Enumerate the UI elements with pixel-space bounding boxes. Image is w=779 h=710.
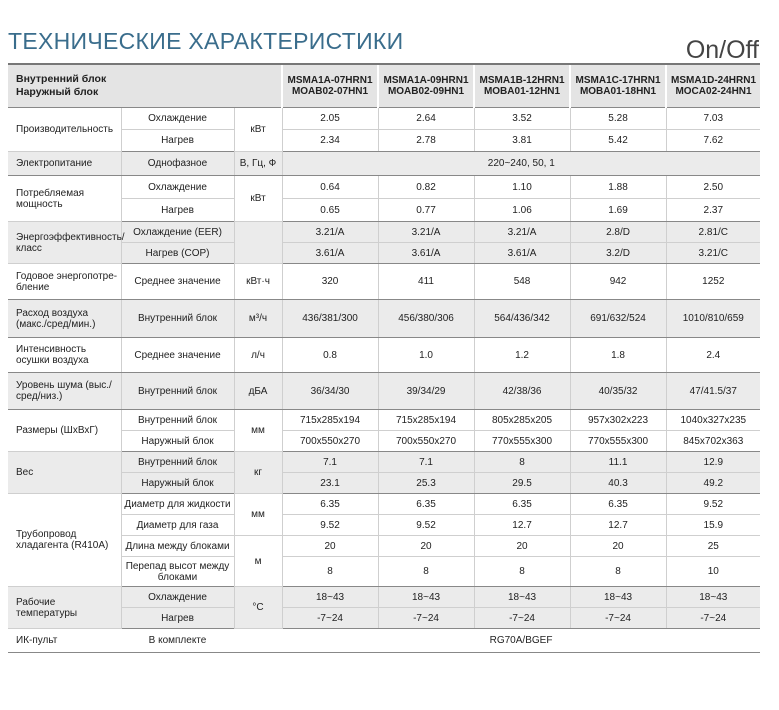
value-cell: 548 (474, 264, 570, 300)
value-cell: 5.28 (570, 108, 666, 130)
model-header (378, 64, 474, 108)
value-cell: 12.7 (474, 515, 570, 536)
value-cell: 456/380/306 (378, 300, 474, 338)
value-cell: 18~43 (474, 587, 570, 608)
value-cell: 40.3 (570, 473, 666, 494)
value-cell: 957x302x223 (570, 410, 666, 431)
param-label: Трубопровод хладагента (R410A) (8, 494, 121, 587)
table-row (8, 222, 760, 243)
value-cell: 5.42 (570, 130, 666, 152)
value-cell: 20 (282, 536, 378, 557)
mode-label: Диаметр для жидкости (121, 494, 234, 515)
unit-label: мм (234, 410, 282, 452)
unit-label: В, Гц, Ф (234, 152, 282, 176)
table-row (8, 338, 760, 373)
value-cell: 12.9 (666, 452, 760, 473)
value-cell: 18~43 (282, 587, 378, 608)
value-cell: 3.61/A (474, 243, 570, 264)
value-cell: 1.88 (570, 176, 666, 199)
mode-label: Нагрев (121, 199, 234, 222)
model-header (666, 64, 760, 108)
model-outdoor: MOCA02-24HN1 (675, 86, 752, 97)
value-cell: 6.35 (570, 494, 666, 515)
table-row (8, 608, 760, 629)
value-cell: 8 (570, 557, 666, 587)
value-cell: 40/35/32 (570, 373, 666, 410)
param-label: Электропитание (8, 152, 121, 176)
value-cell: 1.06 (474, 199, 570, 222)
value-cell: 6.35 (474, 494, 570, 515)
param-label: Рабочие температуры (8, 587, 121, 629)
value-cell: 7.62 (666, 130, 760, 152)
value-cell: 770x555x300 (474, 431, 570, 452)
value-cell: 2.78 (378, 130, 474, 152)
value-cell: 12.7 (570, 515, 666, 536)
unit-label: м (234, 536, 282, 587)
table-row (8, 243, 760, 264)
value-cell: 3.61/A (378, 243, 474, 264)
mode-label: Охлаждение (121, 587, 234, 608)
value-cell: 25.3 (378, 473, 474, 494)
page-title: ТЕХНИЧЕСКИЕ ХАРАКТЕРИСТИКИ (8, 28, 404, 54)
value-cell: 8 (282, 557, 378, 587)
model-header (570, 64, 666, 108)
value-cell: 1.10 (474, 176, 570, 199)
on-off-badge: On/Off (685, 36, 759, 64)
value-cell: 6.35 (378, 494, 474, 515)
unit-label: °С (234, 587, 282, 629)
mode-label: Перепад высот между блоками (121, 557, 234, 587)
mode-label: Среднее значение (121, 264, 234, 300)
value-cell: 3.61/A (282, 243, 378, 264)
value-cell: 3.81 (474, 130, 570, 152)
value-cell: 6.35 (282, 494, 378, 515)
unit-label: мм (234, 494, 282, 536)
unit-label: дБА (234, 373, 282, 410)
value-cell: 9.52 (282, 515, 378, 536)
value-cell: 3.21/C (666, 243, 760, 264)
param-label: Вес (8, 452, 121, 494)
value-cell: 2.8/D (570, 222, 666, 243)
table-row (8, 452, 760, 473)
value-cell: 2.81/C (666, 222, 760, 243)
value-cell: 1.8 (570, 338, 666, 373)
value-cell: -7~24 (378, 608, 474, 629)
value-cell: 411 (378, 264, 474, 300)
value-cell: 715x285x194 (378, 410, 474, 431)
unit-label: кВт (234, 176, 282, 222)
model-outdoor: MOBA01-12HN1 (483, 86, 561, 97)
table-row (8, 515, 760, 536)
unit-label (234, 629, 282, 653)
value-cell: 18~43 (666, 587, 760, 608)
value-cell: 2.34 (282, 130, 378, 152)
value-cell: 3.52 (474, 108, 570, 130)
value-cell: 7.1 (282, 452, 378, 473)
model-indoor: MSMA1B-12HRN1 (479, 75, 565, 86)
mode-label: Внутренний блок (121, 452, 234, 473)
value-cell: 2.64 (378, 108, 474, 130)
mode-label: Внутренний блок (121, 300, 234, 338)
value-cell: 9.52 (378, 515, 474, 536)
table-row (8, 557, 760, 587)
value-cell: 1.0 (378, 338, 474, 373)
unit-label: кг (234, 452, 282, 494)
table-header-row (8, 64, 760, 108)
table-row (8, 130, 760, 152)
table-row (8, 199, 760, 222)
value-cell: 39/34/29 (378, 373, 474, 410)
header-indoor-label: Внутренний блок (16, 73, 107, 85)
param-label: Потребляемая мощность (8, 176, 121, 222)
value-cell: 0.8 (282, 338, 378, 373)
header-unit-label (8, 64, 282, 108)
param-label: Интенсивность осушки воздуха (8, 338, 121, 373)
mode-label: Внутренний блок (121, 410, 234, 431)
value-cell: 20 (570, 536, 666, 557)
value-cell: 1.69 (570, 199, 666, 222)
value-cell: 1040x327x235 (666, 410, 760, 431)
value-cell: 8 (474, 557, 570, 587)
value-cell: 715x285x194 (282, 410, 378, 431)
model-header (282, 64, 378, 108)
table-row (8, 629, 760, 653)
param-label: Энергоэффективность/ класс (8, 222, 121, 264)
model-indoor: MSMA1C-17HRN1 (575, 75, 661, 86)
value-cell: 47/41.5/37 (666, 373, 760, 410)
value-cell: 3.21/A (378, 222, 474, 243)
mode-label: В комплекте (121, 629, 234, 653)
value-cell: 7.1 (378, 452, 474, 473)
value-cell: 2.50 (666, 176, 760, 199)
value-cell: 10 (666, 557, 760, 587)
value-cell: 8 (474, 452, 570, 473)
value-cell: 42/38/36 (474, 373, 570, 410)
value-cell: 8 (378, 557, 474, 587)
value-cell: 2.4 (666, 338, 760, 373)
value-cell: 29.5 (474, 473, 570, 494)
value-cell: RG70A/BGEF (282, 629, 760, 653)
value-cell: 220~240, 50, 1 (282, 152, 760, 176)
unit-label: л/ч (234, 338, 282, 373)
table-row (8, 494, 760, 515)
value-cell: 18~43 (570, 587, 666, 608)
value-cell: -7~24 (666, 608, 760, 629)
mode-label: Длина между блоками (121, 536, 234, 557)
param-label: Производительность (8, 108, 121, 152)
table-row (8, 152, 760, 176)
value-cell: 20 (474, 536, 570, 557)
value-cell: 11.1 (570, 452, 666, 473)
value-cell: 0.64 (282, 176, 378, 199)
model-outdoor: MOAB02-09HN1 (387, 86, 465, 97)
model-indoor: MSMA1D-24HRN1 (671, 75, 757, 86)
value-cell: 15.9 (666, 515, 760, 536)
value-cell: 23.1 (282, 473, 378, 494)
value-cell: 770x555x300 (570, 431, 666, 452)
param-label: ИК-пульт (8, 629, 121, 653)
value-cell: 3.21/A (474, 222, 570, 243)
mode-label: Охлаждение (121, 176, 234, 199)
mode-label: Нагрев (121, 608, 234, 629)
param-label: Уровень шума (выс./сред/низ.) (8, 373, 121, 410)
unit-label: кВт (234, 108, 282, 152)
param-label: Годовое энергопотре- бление (8, 264, 121, 300)
table-row (8, 536, 760, 557)
value-cell: 9.52 (666, 494, 760, 515)
value-cell: 700x550x270 (282, 431, 378, 452)
mode-label: Однофазное (121, 152, 234, 176)
value-cell: 0.65 (282, 199, 378, 222)
table-row (8, 431, 760, 452)
param-label: Расход воздуха (макс./сред/мин.) (8, 300, 121, 338)
mode-label: Наружный блок (121, 473, 234, 494)
table-row (8, 300, 760, 338)
table-row (8, 587, 760, 608)
value-cell: 3.21/A (282, 222, 378, 243)
value-cell: 564/436/342 (474, 300, 570, 338)
mode-label: Нагрев (121, 130, 234, 152)
mode-label: Наружный блок (121, 431, 234, 452)
value-cell: 700x550x270 (378, 431, 474, 452)
model-indoor: MSMA1A-09HRN1 (383, 75, 469, 86)
value-cell: 1.2 (474, 338, 570, 373)
specs-table (8, 63, 760, 653)
param-label: Размеры (ШхВхГ) (8, 410, 121, 452)
mode-label: Нагрев (COP) (121, 243, 234, 264)
value-cell: 7.03 (666, 108, 760, 130)
table-row (8, 410, 760, 431)
mode-label: Охлаждение (EER) (121, 222, 234, 243)
value-cell: 20 (378, 536, 474, 557)
value-cell: 3.2/D (570, 243, 666, 264)
model-header (474, 64, 570, 108)
model-indoor: MSMA1A-07HRN1 (287, 75, 373, 86)
mode-label: Диаметр для газа (121, 515, 234, 536)
value-cell: 942 (570, 264, 666, 300)
unit-label: м³/ч (234, 300, 282, 338)
value-cell: 320 (282, 264, 378, 300)
value-cell: 0.77 (378, 199, 474, 222)
value-cell: 436/381/300 (282, 300, 378, 338)
table-row (8, 473, 760, 494)
table-row (8, 264, 760, 300)
unit-label (234, 222, 282, 264)
value-cell: -7~24 (474, 608, 570, 629)
value-cell: 805x285x205 (474, 410, 570, 431)
model-outdoor: MOBA01-18HN1 (579, 86, 657, 97)
value-cell: 25 (666, 536, 760, 557)
value-cell: 2.37 (666, 199, 760, 222)
unit-label: кВт·ч (234, 264, 282, 300)
value-cell: 2.05 (282, 108, 378, 130)
value-cell: 18~43 (378, 587, 474, 608)
mode-label: Охлаждение (121, 108, 234, 130)
table-row (8, 176, 760, 199)
value-cell: -7~24 (282, 608, 378, 629)
value-cell: 0.82 (378, 176, 474, 199)
value-cell: 691/632/524 (570, 300, 666, 338)
mode-label: Среднее значение (121, 338, 234, 373)
value-cell: 1010/810/659 (666, 300, 760, 338)
value-cell: 845x702x363 (666, 431, 760, 452)
value-cell: 49.2 (666, 473, 760, 494)
header-outdoor-label: Наружный блок (16, 86, 99, 98)
table-row (8, 108, 760, 130)
model-outdoor: MOAB02-07HN1 (291, 86, 369, 97)
table-row (8, 373, 760, 410)
mode-label: Внутренний блок (121, 373, 234, 410)
value-cell: 1252 (666, 264, 760, 300)
value-cell: 36/34/30 (282, 373, 378, 410)
value-cell: -7~24 (570, 608, 666, 629)
